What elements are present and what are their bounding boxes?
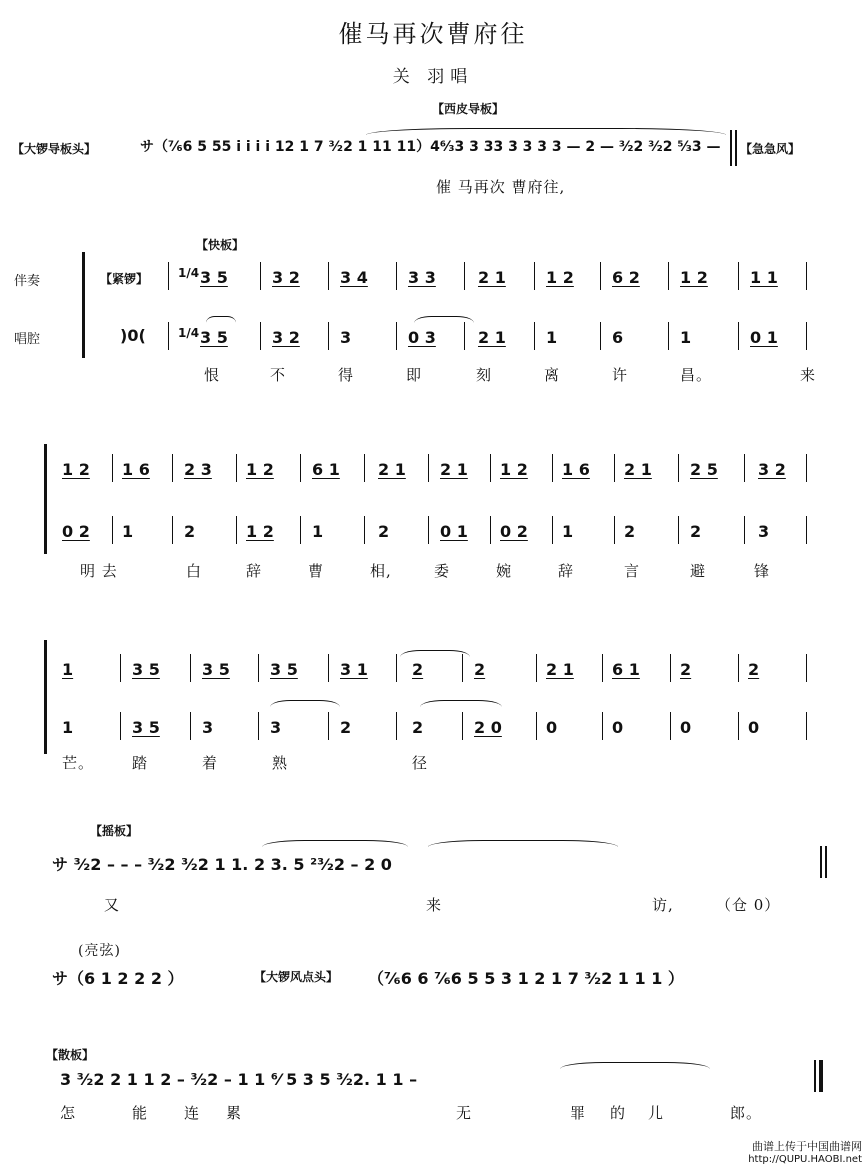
system3-lyric: 径 xyxy=(412,754,429,772)
system3-barline xyxy=(396,654,397,682)
system1-barline-vocal xyxy=(260,322,261,350)
system2-barline-vocal xyxy=(428,516,429,544)
double-barline-3 xyxy=(820,846,822,878)
system3-barline-vocal xyxy=(190,712,191,740)
system1-lyric: 得 xyxy=(338,366,355,384)
system3-barline-vocal xyxy=(738,712,739,740)
sanban-label: 【散板】 xyxy=(46,1048,95,1062)
system1-barline-vocal xyxy=(600,322,601,350)
footer-source: 曲谱上传于中国曲谱网 xyxy=(752,1140,862,1153)
system3-vocal-measure: 2 0 xyxy=(474,718,502,737)
vocal-label: 唱腔 xyxy=(14,332,41,347)
system3-vocal-measure: 0 xyxy=(612,718,624,737)
system3-vocal-measure: 0 xyxy=(680,718,692,737)
system1-barline xyxy=(600,262,601,290)
daluo-fengdiantou-label: 【大锣风点头】 xyxy=(254,970,339,984)
system1-barline xyxy=(534,262,535,290)
system3-accomp-measure: 2 xyxy=(748,660,760,679)
system1-barline-vocal xyxy=(464,322,465,350)
system2-accomp-measure: 3 2 xyxy=(758,460,786,479)
system2-barline-vocal xyxy=(744,516,745,544)
system2-vocal-measure: 1 2 xyxy=(246,522,274,541)
system1-barline xyxy=(668,262,669,290)
liangxian-notation: サ（6 1 2 2 2 ） xyxy=(52,969,184,988)
system1-vocal-measure: 3 xyxy=(340,328,352,347)
intro-notation: サ（⁷⁄₆6 5 55 i i i i 12 1 7 ³⁄₂2 1 11 11）4⁶⁄₃3 3 33 3 3 3 3 — 2 — ³⁄₂2 ³⁄₂2 ⁵⁄₃3 — xyxy=(140,139,721,155)
system2-barline-vocal xyxy=(678,516,679,544)
system2-accomp-measure: 1 6 xyxy=(562,460,590,479)
system2-lyric: 锋 xyxy=(754,562,771,580)
system1-barline-vocal xyxy=(328,322,329,350)
sanban-lyric: 累 xyxy=(226,1104,243,1122)
kuaiban-label: 【快板】 xyxy=(196,238,245,252)
system3-barline xyxy=(462,654,463,682)
system2-vocal-measure: 2 xyxy=(184,522,196,541)
sanban-lyric: 怎 xyxy=(60,1104,77,1122)
system2-accomp-measure: 6 1 xyxy=(312,460,340,479)
accompaniment-label: 伴奏 xyxy=(14,274,41,289)
system2-accomp-measure: 2 1 xyxy=(378,460,406,479)
yaoban-notation: サ ³⁄₂2 – – – ³⁄₂2 ³⁄₂2 1 1. 2 3. 5 ²³⁄₂2 – 2 0 xyxy=(52,855,392,874)
system3-lyric: 踏 xyxy=(132,754,149,772)
system1-barline xyxy=(328,262,329,290)
system3-barline xyxy=(536,654,537,682)
system2-accomp-measure: 2 1 xyxy=(624,460,652,479)
system2-lyric: 相, xyxy=(370,562,392,580)
yaoban-label: 【摇板】 xyxy=(90,824,139,838)
sanban-lyric: 的 xyxy=(610,1104,627,1122)
system2-lyric: 委 xyxy=(434,562,451,580)
system3-barline-vocal xyxy=(806,712,807,740)
system1-vocal-measure: 6 xyxy=(612,328,624,347)
system2-vocal-measure: 1 xyxy=(122,522,134,541)
system2-vocal-measure: 0 1 xyxy=(440,522,468,541)
system3-barline-vocal xyxy=(602,712,603,740)
page-title: 催马再次曹府往 xyxy=(338,20,528,48)
system3-barline xyxy=(328,654,329,682)
system2-vocal-measure: 0 2 xyxy=(62,522,90,541)
system3-barline xyxy=(190,654,191,682)
system1-barline-vocal xyxy=(396,322,397,350)
system1-vocal-measure: 3 2 xyxy=(272,328,300,347)
system3-barline-vocal xyxy=(462,712,463,740)
system3-barline xyxy=(670,654,671,682)
sanban-lyric: 罪 xyxy=(570,1104,587,1122)
system2-barline xyxy=(428,454,429,482)
system1-accomp-measure: 3 3 xyxy=(408,268,436,287)
system2-vocal-measure: 2 xyxy=(378,522,390,541)
slur-mark xyxy=(262,840,408,847)
system3-barline-vocal xyxy=(258,712,259,740)
system2-lyric: 言 xyxy=(624,562,641,580)
system3-vocal-measure: 0 xyxy=(546,718,558,737)
yaoban-lyric-2: 来 xyxy=(426,896,443,914)
system3-vocal-measure: 3 xyxy=(202,718,214,737)
system1-accomp-measure: 2 1 xyxy=(478,268,506,287)
system3-barline xyxy=(258,654,259,682)
system-bracket-3 xyxy=(44,640,47,754)
system2-barline xyxy=(236,454,237,482)
system2-barline xyxy=(806,454,807,482)
system2-barline-vocal xyxy=(490,516,491,544)
system1-lyric: 恨 xyxy=(204,366,221,384)
slur-mark xyxy=(420,700,502,707)
system1-barline-vocal xyxy=(806,322,807,350)
slur-mark xyxy=(206,316,236,323)
system1-accomp-measure: 3 4 xyxy=(340,268,368,287)
xipi-daoban-label: 【西皮导板】 xyxy=(432,102,505,116)
system1-vocal-measure: 0 3 xyxy=(408,328,436,347)
sanban-lyric: 郎。 xyxy=(730,1104,763,1122)
system1-barline-vocal xyxy=(738,322,739,350)
system2-barline xyxy=(614,454,615,482)
system3-vocal-measure: 3 5 xyxy=(132,718,160,737)
sanban-lyric: 连 xyxy=(184,1104,201,1122)
footer-url: http://QUPU.HAOBI.net xyxy=(748,1154,862,1165)
system1-barline xyxy=(260,262,261,290)
system2-barline xyxy=(744,454,745,482)
system1-vocal-measure: 0 1 xyxy=(750,328,778,347)
system2-barline xyxy=(112,454,113,482)
system-bracket-2 xyxy=(44,444,47,554)
system1-barline-vocal xyxy=(168,322,169,350)
system3-accomp-measure: 3 5 xyxy=(202,660,230,679)
yaoban-lyric-3: 访, xyxy=(652,896,674,914)
system1-barline xyxy=(396,262,397,290)
daluo-daoban-label: 【大锣导板头】 xyxy=(12,142,97,156)
jinluo-label: 【紧锣】 xyxy=(100,272,149,286)
system3-barline xyxy=(602,654,603,682)
system2-barline-vocal xyxy=(806,516,807,544)
slur-mark xyxy=(428,840,618,847)
system1-accomp-measure: 1 2 xyxy=(680,268,708,287)
time-signature: 1/4 xyxy=(178,266,200,280)
system2-accomp-measure: 1 6 xyxy=(122,460,150,479)
system3-barline xyxy=(738,654,739,682)
system3-vocal-measure: 2 xyxy=(340,718,352,737)
system1-vocal-measure: 1 xyxy=(680,328,692,347)
system2-lyric: 避 xyxy=(690,562,707,580)
system2-lyric: 明 去 xyxy=(80,562,118,580)
system2-accomp-measure: 1 2 xyxy=(62,460,90,479)
system1-accomp-measure: 6 2 xyxy=(612,268,640,287)
yaoban-lyric-1: 又 xyxy=(104,896,121,914)
sanban-lyric: 无 xyxy=(456,1104,473,1122)
system1-lyric: 刻 xyxy=(476,366,493,384)
system2-barline-vocal xyxy=(112,516,113,544)
system2-accomp-measure: 1 2 xyxy=(246,460,274,479)
vocal-prefix: )0( xyxy=(120,326,146,345)
system3-barline-vocal xyxy=(328,712,329,740)
system3-barline-vocal xyxy=(536,712,537,740)
system1-barline xyxy=(168,262,169,290)
jijifeng-label: 【急急风】 xyxy=(740,142,801,156)
system3-accomp-measure: 2 xyxy=(474,660,486,679)
system1-barline xyxy=(806,262,807,290)
system3-barline-vocal xyxy=(396,712,397,740)
system1-vocal-measure: 1 xyxy=(546,328,558,347)
system3-lyric: 芒。 xyxy=(62,754,95,772)
system3-accomp-measure: 1 xyxy=(62,660,74,679)
system2-vocal-measure: 2 xyxy=(690,522,702,541)
system3-vocal-measure: 0 xyxy=(748,718,760,737)
intro-lyric: 催 马再次 曹府往, xyxy=(436,178,566,196)
system3-accomp-measure: 2 xyxy=(680,660,692,679)
final-barline xyxy=(814,1060,816,1092)
system2-vocal-measure: 2 xyxy=(624,522,636,541)
system2-barline-vocal xyxy=(300,516,301,544)
sanban-notation: 3 ³⁄₂2 2 1 1 2 – ³⁄₂2 – 1 1 ⁶⁄ 5 3 5 ³⁄₂2. 1 1 – xyxy=(60,1070,418,1089)
double-barline xyxy=(730,130,732,166)
liangxian-tail-notation: （⁷⁄₆6 6 ⁷⁄₆6 5 5 3 1 2 1 7 ³⁄₂2 1 1 1 ） xyxy=(368,969,684,988)
system3-accomp-measure: 6 1 xyxy=(612,660,640,679)
slur-mark xyxy=(366,128,726,135)
system1-barline-vocal xyxy=(534,322,535,350)
system1-barline xyxy=(738,262,739,290)
system3-accomp-measure: 3 5 xyxy=(270,660,298,679)
system1-accomp-measure: 3 2 xyxy=(272,268,300,287)
slur-mark xyxy=(560,1062,710,1069)
system1-lyric: 许 xyxy=(612,366,629,384)
system3-lyric: 熟 xyxy=(272,754,289,772)
system3-accomp-measure: 3 1 xyxy=(340,660,368,679)
system1-vocal-measure: 2 1 xyxy=(478,328,506,347)
system1-accomp-measure: 3 5 xyxy=(200,268,228,287)
system2-barline-vocal xyxy=(236,516,237,544)
system2-lyric: 婉 xyxy=(496,562,513,580)
yaoban-lyric-4: （仓 0） xyxy=(716,896,781,914)
system2-vocal-measure: 1 xyxy=(562,522,574,541)
final-barline-thick xyxy=(819,1060,823,1092)
system2-lyric: 曹 xyxy=(308,562,325,580)
system2-lyric: 辞 xyxy=(246,562,263,580)
system1-lyric: 昌。 xyxy=(680,366,713,384)
time-signature-vocal: 1/4 xyxy=(178,326,200,340)
system2-accomp-measure: 2 5 xyxy=(690,460,718,479)
system1-accomp-measure: 1 2 xyxy=(546,268,574,287)
slur-mark xyxy=(400,650,470,657)
sanban-lyric: 能 xyxy=(132,1104,149,1122)
system3-barline xyxy=(120,654,121,682)
system3-accomp-measure: 3 5 xyxy=(132,660,160,679)
system1-barline-vocal xyxy=(668,322,669,350)
system2-barline xyxy=(678,454,679,482)
system2-accomp-measure: 2 1 xyxy=(440,460,468,479)
system1-lyric: 离 xyxy=(544,366,561,384)
system1-lyric: 即 xyxy=(406,366,423,384)
liangxian-label: (亮弦) xyxy=(78,943,121,959)
system3-vocal-measure: 1 xyxy=(62,718,74,737)
system3-accomp-measure: 2 xyxy=(412,660,424,679)
slur-mark xyxy=(414,316,474,323)
system1-lyric: 来 xyxy=(800,366,817,384)
singer-credit: 关 羽唱 xyxy=(392,67,474,87)
system2-barline-vocal xyxy=(614,516,615,544)
system2-barline-vocal xyxy=(172,516,173,544)
system2-barline-vocal xyxy=(552,516,553,544)
sanban-lyric: 儿 xyxy=(648,1104,665,1122)
system2-barline xyxy=(300,454,301,482)
double-barline-2 xyxy=(735,130,737,166)
slur-mark xyxy=(270,700,340,707)
system2-accomp-measure: 1 2 xyxy=(500,460,528,479)
system3-vocal-measure: 2 xyxy=(412,718,424,737)
system2-lyric: 白 xyxy=(186,562,203,580)
system3-vocal-measure: 3 xyxy=(270,718,282,737)
system2-barline xyxy=(364,454,365,482)
system2-vocal-measure: 0 2 xyxy=(500,522,528,541)
system2-accomp-measure: 2 3 xyxy=(184,460,212,479)
double-barline-4 xyxy=(825,846,827,878)
system1-barline xyxy=(464,262,465,290)
system-bracket xyxy=(82,252,85,358)
system3-accomp-measure: 2 1 xyxy=(546,660,574,679)
system2-lyric: 辞 xyxy=(558,562,575,580)
system2-barline-vocal xyxy=(364,516,365,544)
system3-barline xyxy=(806,654,807,682)
system3-barline-vocal xyxy=(120,712,121,740)
system2-barline xyxy=(490,454,491,482)
system2-vocal-measure: 3 xyxy=(758,522,770,541)
system2-barline xyxy=(172,454,173,482)
system2-vocal-measure: 1 xyxy=(312,522,324,541)
system3-barline-vocal xyxy=(670,712,671,740)
system1-accomp-measure: 1 1 xyxy=(750,268,778,287)
system3-lyric: 着 xyxy=(202,754,219,772)
system1-lyric: 不 xyxy=(270,366,287,384)
system2-barline xyxy=(552,454,553,482)
system1-vocal-measure: 3 5 xyxy=(200,328,228,347)
